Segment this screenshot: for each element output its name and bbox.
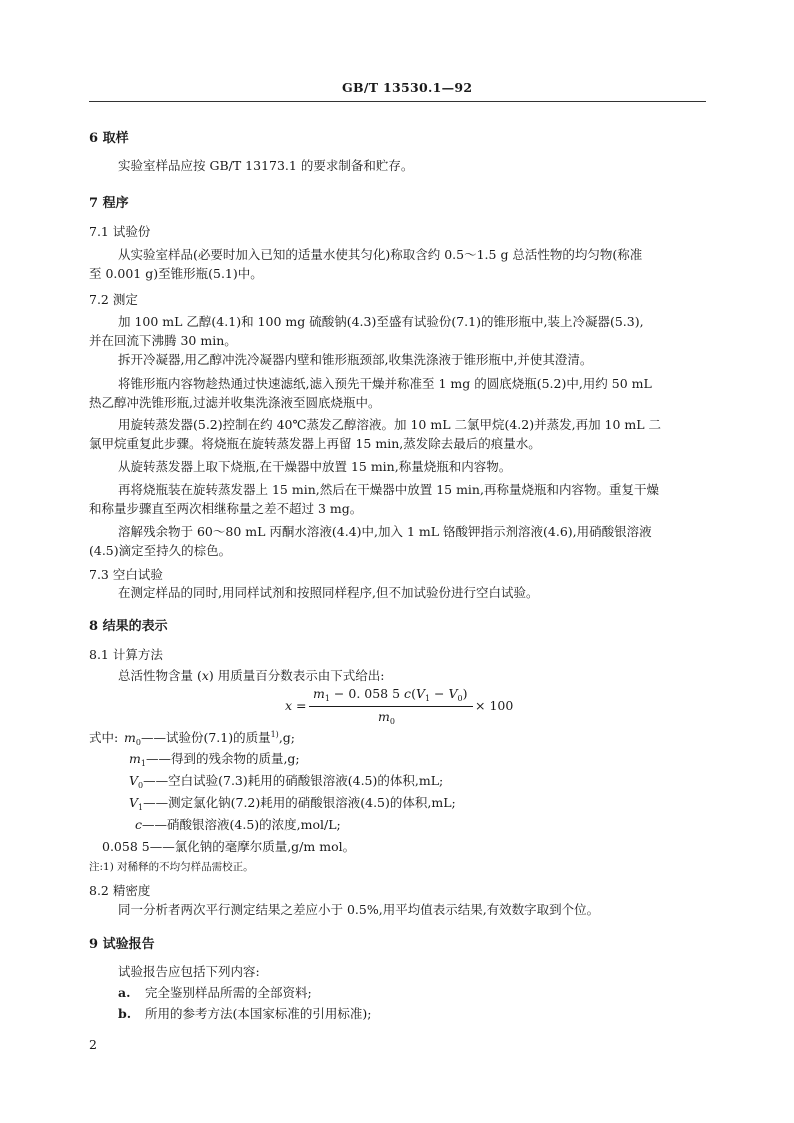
section-7-2-p5: 从旋转蒸发器上取下烧瓶,在干燥器中放置 15 min,称量烧瓶和内容物。 bbox=[118, 459, 512, 474]
section-7-2-p4-line1: 用旋转蒸发器(5.2)控制在约 40℃蒸发乙醇溶液。加 10 mL 二氯甲烷(4.2)并蒸发,再加 10 mL 二 bbox=[118, 417, 662, 432]
section-7-2-p4-line2: 氯甲烷重复此步骤。将烧瓶在旋转蒸发器上再留 15 min,蒸发除去最后的痕量水。 bbox=[89, 436, 541, 451]
section-7-2-p6-line1: 再将烧瓶装在旋转蒸发器上 15 min,然后在干燥器中放置 15 min,再称量烧瓶和内容物。重复干燥 bbox=[118, 482, 659, 497]
header-standard-number: GB/T 13530.1—92 bbox=[342, 80, 473, 95]
section-7-2-p7-line1: 溶解残余物于 60～80 mL 丙酮水溶液(4.4)中,加入 1 mL 铬酸钾指示剂溶液(4.6),用硝酸银溶液 bbox=[118, 524, 652, 539]
definition-c bbox=[135, 817, 341, 833]
num-lparen: ( bbox=[411, 686, 416, 701]
def-text: ——得到的残余物的质量,g; bbox=[145, 751, 300, 766]
intro-text-a: 总活性物含量 ( bbox=[118, 668, 202, 683]
item-text: 所用的参考方法(本国家标准的引用标准); bbox=[145, 1006, 372, 1021]
def-text: ——空白试验(7.3)耗用的硝酸银溶液(4.5)的体积,mL; bbox=[143, 773, 444, 788]
definition-constant: 0.058 5——氯化钠的毫摩尔质量,g/m mol。 bbox=[102, 839, 356, 854]
section-7-3-title: 7.3 空白试验 bbox=[89, 567, 163, 582]
definition-v0 bbox=[129, 773, 443, 789]
def-text: ——测定氯化钠(7.2)耗用的硝酸银溶液(4.5)的体积,mL; bbox=[143, 795, 456, 810]
intro-text-b: ) 用质量百分数表示由下式给出: bbox=[208, 668, 385, 683]
formula-fraction-line bbox=[309, 706, 473, 707]
section-8-2-text: 同一分析者两次平行测定结果之差应小于 0.5%,用平均值表示结果,有效数字取到个位。 bbox=[118, 902, 600, 917]
den-m: m bbox=[378, 709, 390, 724]
section-7-2-p3-line1: 将锥形瓶内容物趁热通过快速滤纸,滤入预先干燥并称准至 1 mg 的圆底烧瓶(5.2)中,用约 50 mL bbox=[118, 376, 652, 391]
section-8-2-title: 8.2 精密度 bbox=[89, 883, 151, 898]
def-symbol: V bbox=[129, 795, 139, 810]
item-text: 完全鉴别样品所需的全部资料; bbox=[145, 985, 312, 1000]
def-symbol: m bbox=[124, 730, 136, 745]
section-6-title: 6 取样 bbox=[89, 131, 129, 146]
definition-m1 bbox=[129, 751, 300, 767]
section-8-1-title: 8.1 计算方法 bbox=[89, 647, 163, 662]
section-7-2-p2: 拆开冷凝器,用乙醇冲洗冷凝器内壁和锥形瓶颈部,收集洗涤液于锥形瓶中,并使其澄清。 bbox=[118, 352, 593, 367]
def-symbol-sub: 0 bbox=[135, 738, 141, 747]
section-8-1-intro bbox=[118, 668, 384, 684]
section-7-title: 7 程序 bbox=[89, 196, 129, 211]
section-7-2-title: 7.2 测定 bbox=[89, 292, 138, 307]
section-7-2-p6-line2: 和称量步骤直至两次相继称量之差不超过 3 mg。 bbox=[89, 501, 363, 516]
den-m-sub: 0 bbox=[389, 717, 395, 726]
section-9-item-b bbox=[118, 1006, 371, 1022]
def-symbol: V bbox=[129, 773, 139, 788]
section-7-2-p1-line2: 并在回流下沸腾 30 min。 bbox=[89, 333, 237, 348]
section-6-text: 实验室样品应按 GB/T 13173.1 的要求制备和贮存。 bbox=[118, 158, 414, 173]
num-v1: V bbox=[415, 686, 425, 701]
def-text: ——硝酸银溶液(4.5)的浓度,mol/L; bbox=[142, 817, 341, 832]
num-rparen: ) bbox=[462, 686, 468, 701]
def-tail: ,g; bbox=[278, 730, 295, 745]
num-const: − 0. 058 5 bbox=[329, 686, 405, 701]
def-symbol: c bbox=[135, 817, 143, 832]
num-v0-sub: 0 bbox=[457, 694, 463, 703]
num-v0: V bbox=[448, 686, 458, 701]
def-symbol: m bbox=[129, 751, 141, 766]
item-label: b. bbox=[118, 1006, 132, 1021]
formula-lhs: x = bbox=[285, 698, 307, 713]
num-m: m bbox=[313, 686, 325, 701]
def-text: ——试验份(7.1)的质量 bbox=[140, 730, 271, 745]
def-footnote-marker: 1) bbox=[270, 730, 279, 739]
section-7-3-text: 在测定样品的同时,用同样试剂和按照同样程序,但不加试验份进行空白试验。 bbox=[118, 585, 539, 600]
definition-v1 bbox=[129, 795, 456, 811]
section-7-2-p7-line2: (4.5)滴定至持久的棕色。 bbox=[89, 543, 232, 558]
section-9-title: 9 试验报告 bbox=[89, 937, 155, 952]
intro-variable-x: x bbox=[201, 668, 209, 683]
section-7-2-p3-line2: 热乙醇冲洗锥形瓶,过滤并收集洗涤液至圆底烧瓶中。 bbox=[89, 395, 381, 410]
section-7-1-text-line2: 至 0.001 g)至锥形瓶(5.1)中。 bbox=[89, 266, 263, 281]
section-8-title: 8 结果的表示 bbox=[89, 619, 168, 634]
num-c: c bbox=[404, 686, 412, 701]
footnote: 注:1) 对稀释的不均匀样品需校正。 bbox=[89, 861, 254, 873]
header-rule bbox=[89, 101, 706, 102]
item-label: a. bbox=[118, 985, 131, 1000]
def-symbol-sub: 0 bbox=[138, 781, 144, 790]
section-9-intro: 试验报告应包括下列内容: bbox=[118, 964, 260, 979]
def-symbol-sub: 1 bbox=[138, 803, 144, 812]
num-v1-sub: 1 bbox=[424, 694, 431, 703]
section-7-1-title: 7.1 试验份 bbox=[89, 224, 151, 239]
definition-m0 bbox=[124, 730, 295, 746]
formula-denominator bbox=[378, 709, 395, 725]
section-7-1-text-line1: 从实验室样品(必要时加入已知的适量水使其匀化)称取含约 0.5～1.5 g 总活性物的均匀物(称准 bbox=[118, 247, 643, 262]
formula-rhs: × 100 bbox=[475, 698, 514, 713]
num-minus: − bbox=[430, 686, 449, 701]
def-symbol-sub: 1 bbox=[140, 759, 146, 768]
formula-numerator bbox=[313, 686, 468, 702]
section-9-item-a bbox=[118, 985, 312, 1001]
num-m-sub: 1 bbox=[324, 694, 330, 703]
page-number: 2 bbox=[89, 1037, 97, 1052]
where-prefix: 式中: bbox=[89, 730, 119, 745]
section-7-2-p1-line1: 加 100 mL 乙醇(4.1)和 100 mg 硫酸钠(4.3)至盛有试验份(7.1)的锥形瓶中,装上冷凝器(5.3), bbox=[118, 314, 644, 329]
